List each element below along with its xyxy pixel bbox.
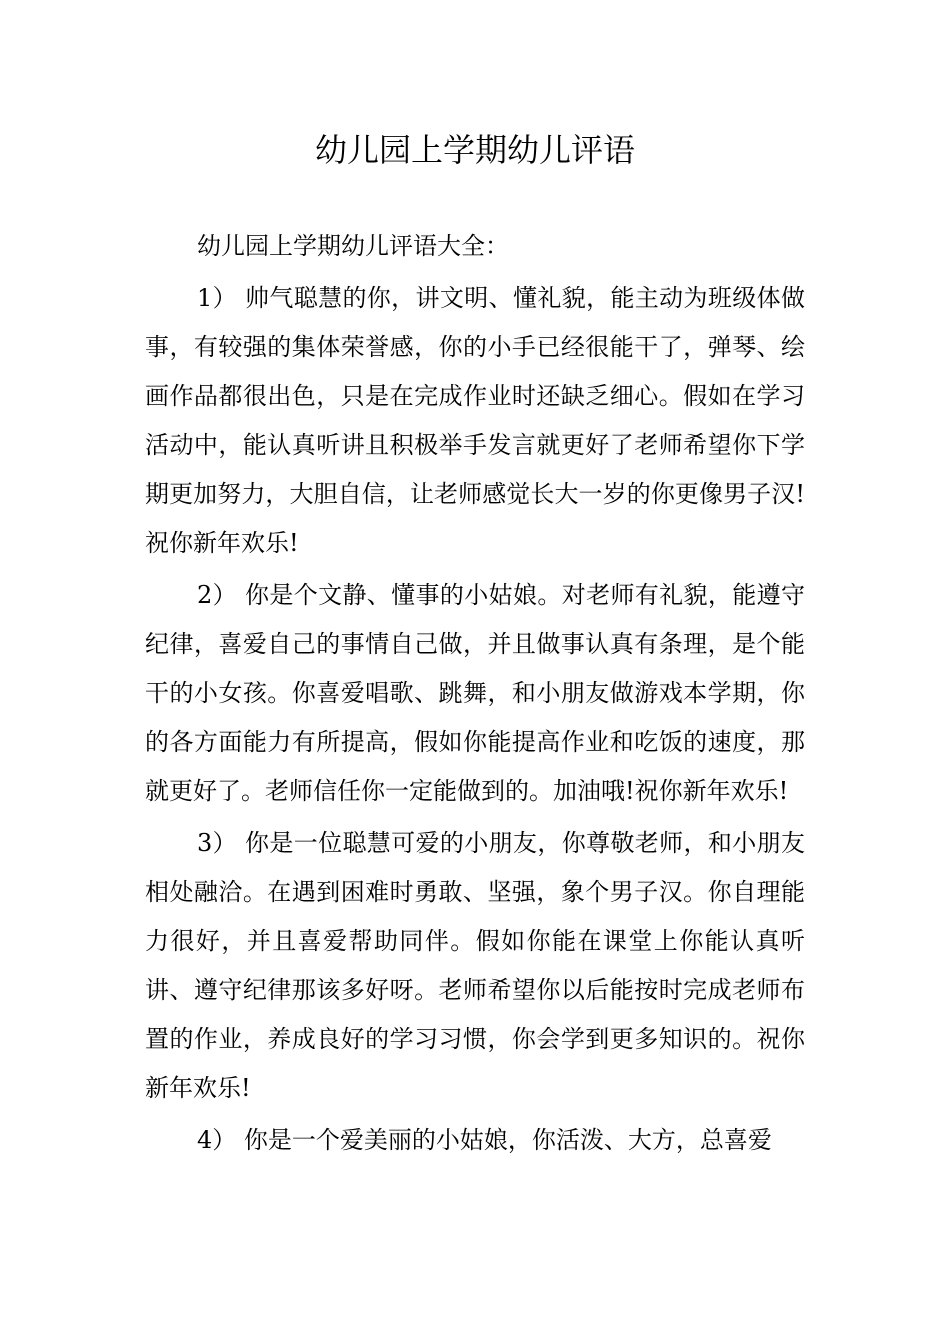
document-title: 幼儿园上学期幼儿评语 xyxy=(314,131,635,169)
comment-paragraph-1: 1） 帅气聪慧的你，讲文明、懂礼貌，能主动为班级体做事，有较强的集体荣誉感，你的小手已经很能干了，弹琴、绘画作品都很出色，只是在完成作业时还缺乏细心。假如在学习活动中，能认真听讲且积极举手发言就更好了老师希望你下学期更加努力，大胆自信，让老师感觉长大一岁的你更像男子汉!祝你新年欢乐! xyxy=(145,284,805,557)
document-body xyxy=(145,222,805,1165)
intro-paragraph: 幼儿园上学期幼儿评语大全： xyxy=(197,232,509,260)
comment-paragraph-3: 3） 你是一位聪慧可爱的小朋友，你尊敬老师，和小朋友相处融洽。在遇到困难时勇敢、坚强，象个男子汉。你自理能力很好，并且喜爱帮助同伴。假如你能在课堂上你能认真听讲、遵守纪律那该多好呀。老师希望你以后能按时完成老师布置的作业，养成良好的学习习惯，你会学到更多知识的。祝你新年欢乐! xyxy=(145,829,805,1102)
comment-paragraph-2: 2） 你是个文静、懂事的小姑娘。对老师有礼貌，能遵守纪律，喜爱自己的事情自己做，并且做事认真有条理，是个能干的小女孩。你喜爱唱歌、跳舞，和小朋友做游戏本学期，你的各方面能力有所提高，假如你能提高作业和吃饭的速度，那就更好了。老师信任你一定能做到的。加油哦!祝你新年欢乐! xyxy=(145,581,805,805)
comment-paragraph-4: 4） 你是一个爱美丽的小姑娘，你活泼、大方，总喜爱 xyxy=(197,1126,772,1154)
